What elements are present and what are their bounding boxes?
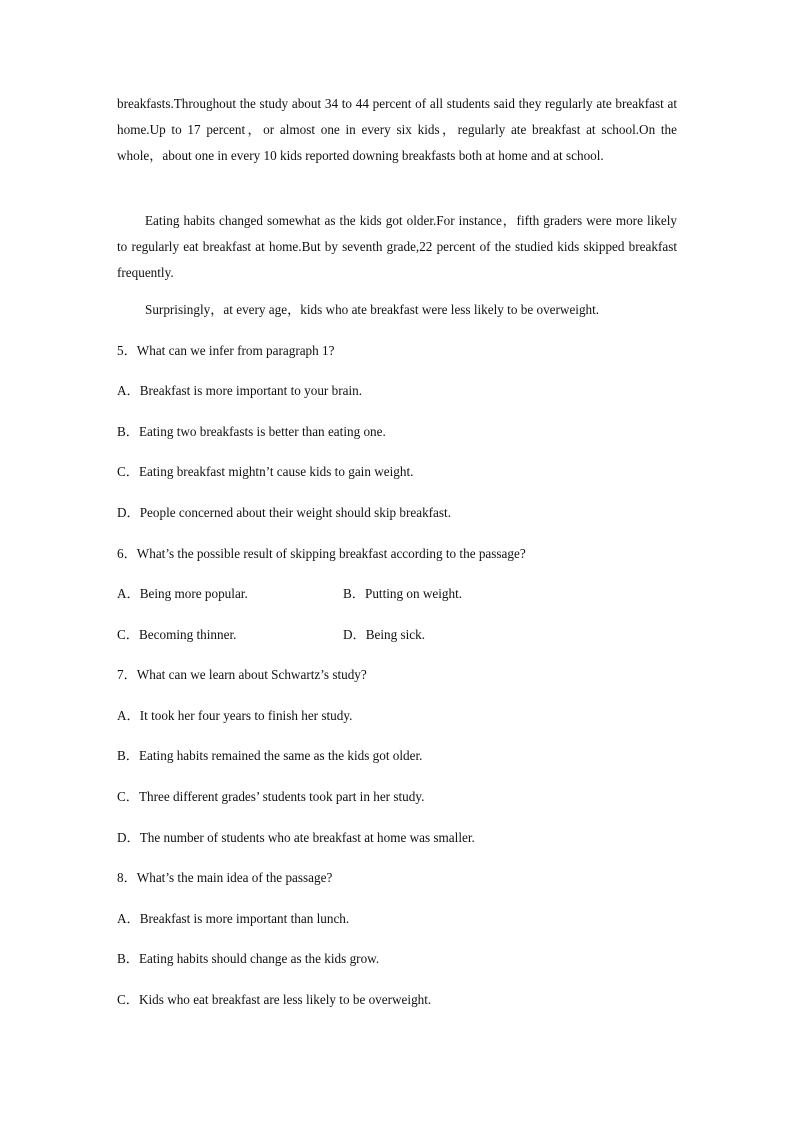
question-stem: 5．What can we infer from paragraph 1?: [117, 343, 335, 358]
answer-option: A．Breakfast is more important to your brain.: [117, 383, 363, 398]
passage-paragraph: breakfasts.Throughout the study about 34 to 44 percent of all students said they regularly ate breakfast at home.Up to 17 percent，or almost one in every six kids，regularly ate breakfast at school.On the whole，about one in every 10 kids reported downing breakfasts both at home and at school.: [117, 96, 677, 163]
answer-option: A．Breakfast is more important than lunch.: [117, 911, 350, 926]
answer-option: C．Kids who eat breakfast are less likely to be overweight.: [117, 992, 432, 1007]
answer-option: C．Eating breakfast mightn’t cause kids to gain weight.: [117, 464, 414, 479]
passage-continuation: [117, 91, 677, 169]
answer-option: D．The number of students who ate breakfast at home was smaller.: [117, 830, 475, 845]
answer-option: B．Eating two breakfasts is better than eating one.: [117, 424, 386, 439]
passage-paragraph: Surprisingly，at every age，kids who ate breakfast were less likely to be overweight.: [145, 302, 600, 317]
question-stem: 6．What’s the possible result of skipping breakfast according to the passage?: [117, 546, 526, 561]
answer-option: D．People concerned about their weight should skip breakfast.: [117, 505, 451, 520]
question-stem: 7．What can we learn about Schwartz’s study?: [117, 667, 367, 682]
passage-paragraph-block: [117, 297, 677, 323]
answer-option: B．Eating habits remained the same as the kids got older.: [117, 748, 423, 763]
answer-option: A．Being more popular.: [117, 586, 248, 601]
question-stem: 8．What’s the main idea of the passage?: [117, 870, 333, 885]
answer-option: C．Becoming thinner.: [117, 627, 237, 642]
answer-option: C．Three different grades’ students took part in her study.: [117, 789, 425, 804]
answer-option: A．It took her four years to finish her study.: [117, 708, 353, 723]
passage-paragraph: Eating habits changed somewhat as the kids got older.For instance，fifth graders were more likely to regularly eat breakfast at home.But by seventh grade,22 percent of the studied kids skipped breakfast frequently.: [117, 213, 677, 280]
answer-option: B．Putting on weight.: [343, 586, 463, 601]
answer-option: B．Eating habits should change as the kids grow.: [117, 951, 380, 966]
answer-option: D．Being sick.: [343, 627, 426, 642]
passage-paragraph-block: [117, 208, 677, 286]
